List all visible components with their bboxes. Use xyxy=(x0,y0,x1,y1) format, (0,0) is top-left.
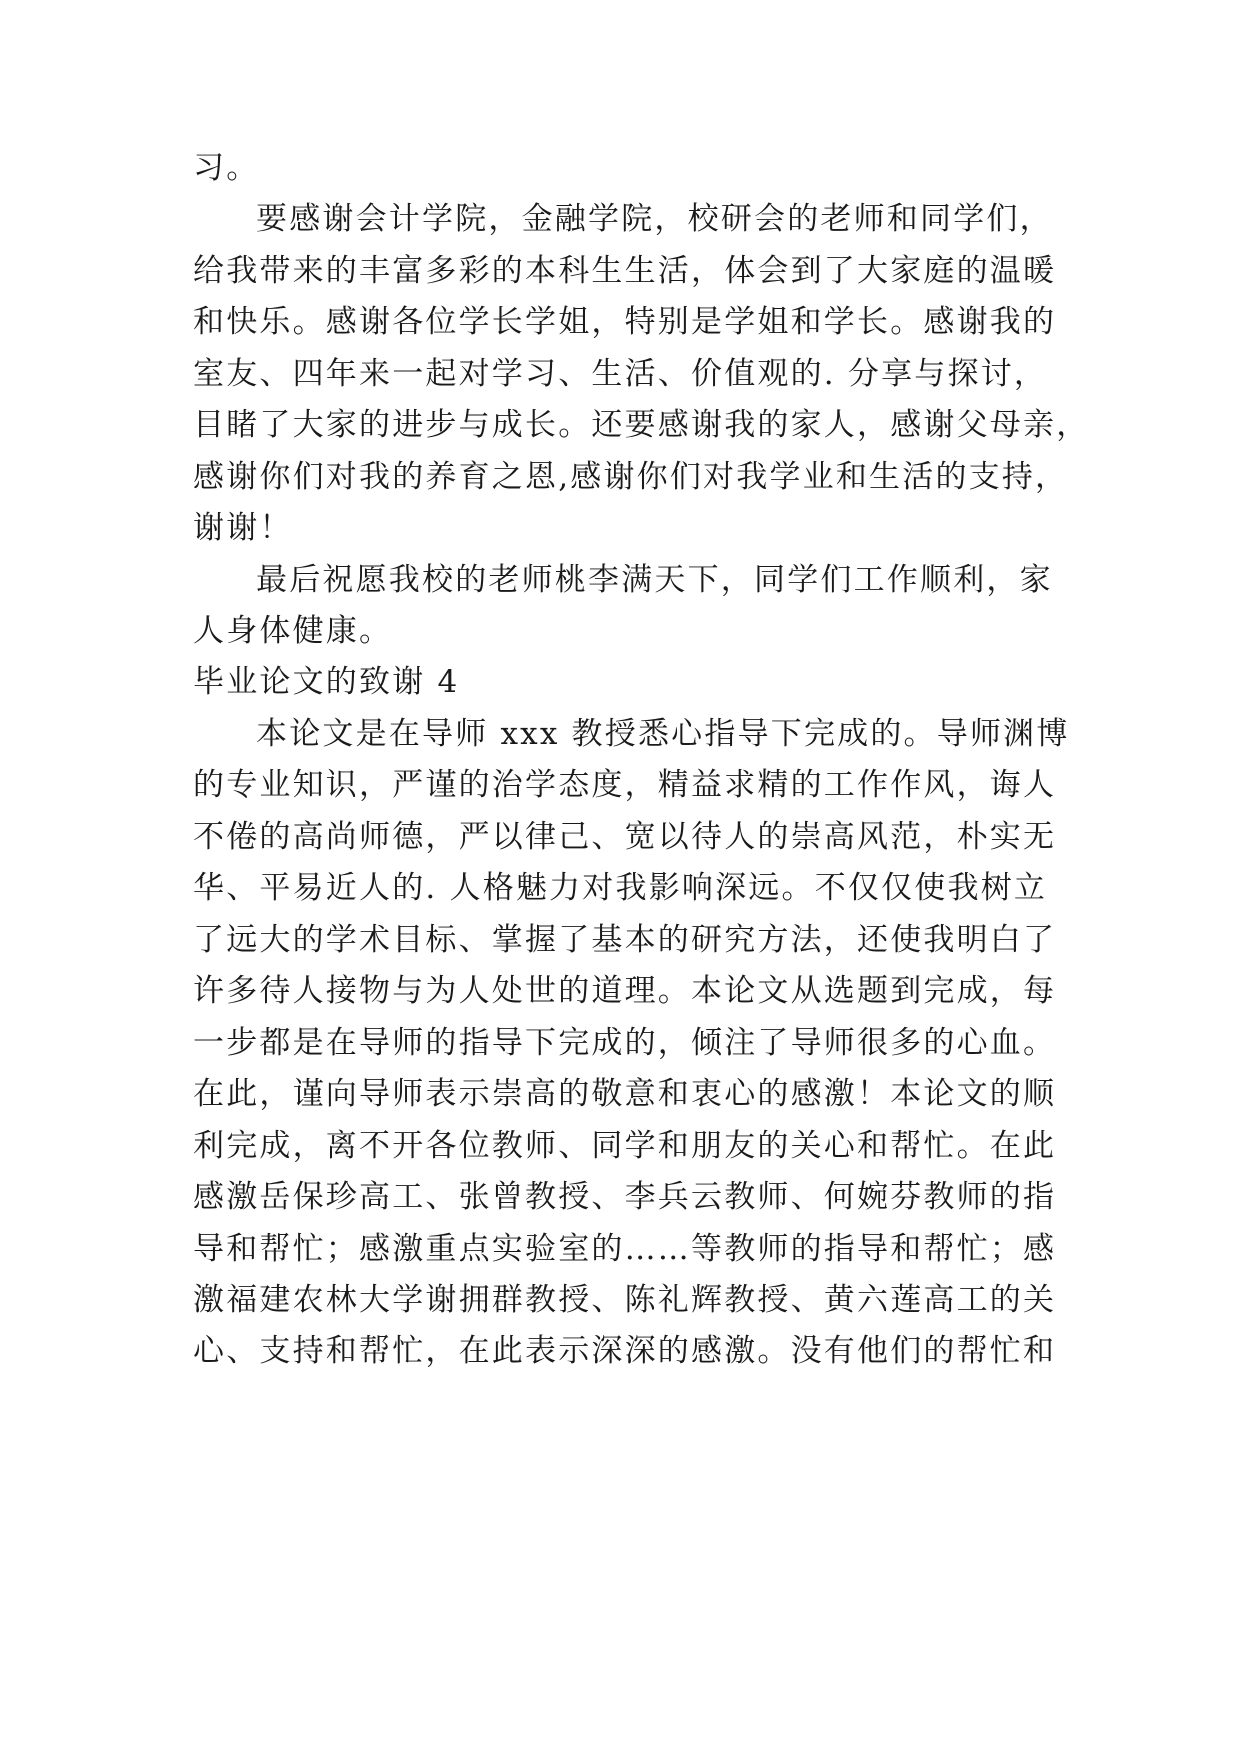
text-line: 感激岳保珍高工、张曾教授、李兵云教师、何婉芬教师的指 xyxy=(193,1179,1057,1215)
text-line: 许多待人接物与为人处世的道理。本论文从选题到完成，每 xyxy=(193,973,1057,1009)
text-line: 一步都是在导师的指导下完成的，倾注了导师很多的心血。 xyxy=(193,1025,1057,1061)
text-line: 感谢你们对我的养育之恩,感谢你们对我学业和生活的支持， xyxy=(193,459,1069,495)
text-line: 人身体健康。 xyxy=(193,613,393,649)
text-line: 华、平易近人的. 人格魅力对我影响深远。不仅仅使我树立 xyxy=(193,870,1048,906)
text-line: 习。 xyxy=(193,150,260,186)
text-line: 导和帮忙；感激重点实验室的……等教师的指导和帮忙；感 xyxy=(193,1231,1057,1267)
text-line: 给我带来的丰富多彩的本科生生活，体会到了大家庭的温暖 xyxy=(193,253,1057,289)
section-heading: 毕业论文的致谢 4 xyxy=(193,664,460,700)
text-line: 不倦的高尚师德，严以律己、宽以待人的崇高风范，朴实无 xyxy=(193,819,1057,855)
text-line: 谢谢！ xyxy=(193,510,293,546)
text-line: 目睹了大家的进步与成长。还要感谢我的家人，感谢父母亲， xyxy=(193,407,1090,443)
text-line: 在此，谨向导师表示崇高的敬意和衷心的感激！本论文的顺 xyxy=(193,1076,1057,1112)
text-line: 利完成，离不开各位教师、同学和朋友的关心和帮忙。在此 xyxy=(193,1128,1057,1164)
text-line: 了远大的学术目标、掌握了基本的研究方法，还使我明白了 xyxy=(193,922,1057,958)
text-line: 激福建农林大学谢拥群教授、陈礼辉教授、黄六莲高工的关 xyxy=(193,1282,1057,1318)
paragraph-first-line: 要感谢会计学院，金融学院，校研会的老师和同学们， xyxy=(256,201,1053,237)
text-line: 室友、四年来一起对学习、生活、价值观的. 分享与探讨， xyxy=(193,356,1048,392)
paragraph-first-line: 本论文是在导师 xxx 教授悉心指导下完成的。导师渊博 xyxy=(256,716,1070,752)
text-line: 的专业知识，严谨的治学态度，精益求精的工作作风，诲人 xyxy=(193,767,1057,803)
text-line: 心、支持和帮忙，在此表示深深的感激。没有他们的帮忙和 xyxy=(193,1333,1057,1369)
paragraph-first-line: 最后祝愿我校的老师桃李满天下，同学们工作顺利，家 xyxy=(256,562,1053,598)
text-line: 和快乐。感谢各位学长学姐，特别是学姐和学长。感谢我的 xyxy=(193,304,1057,340)
